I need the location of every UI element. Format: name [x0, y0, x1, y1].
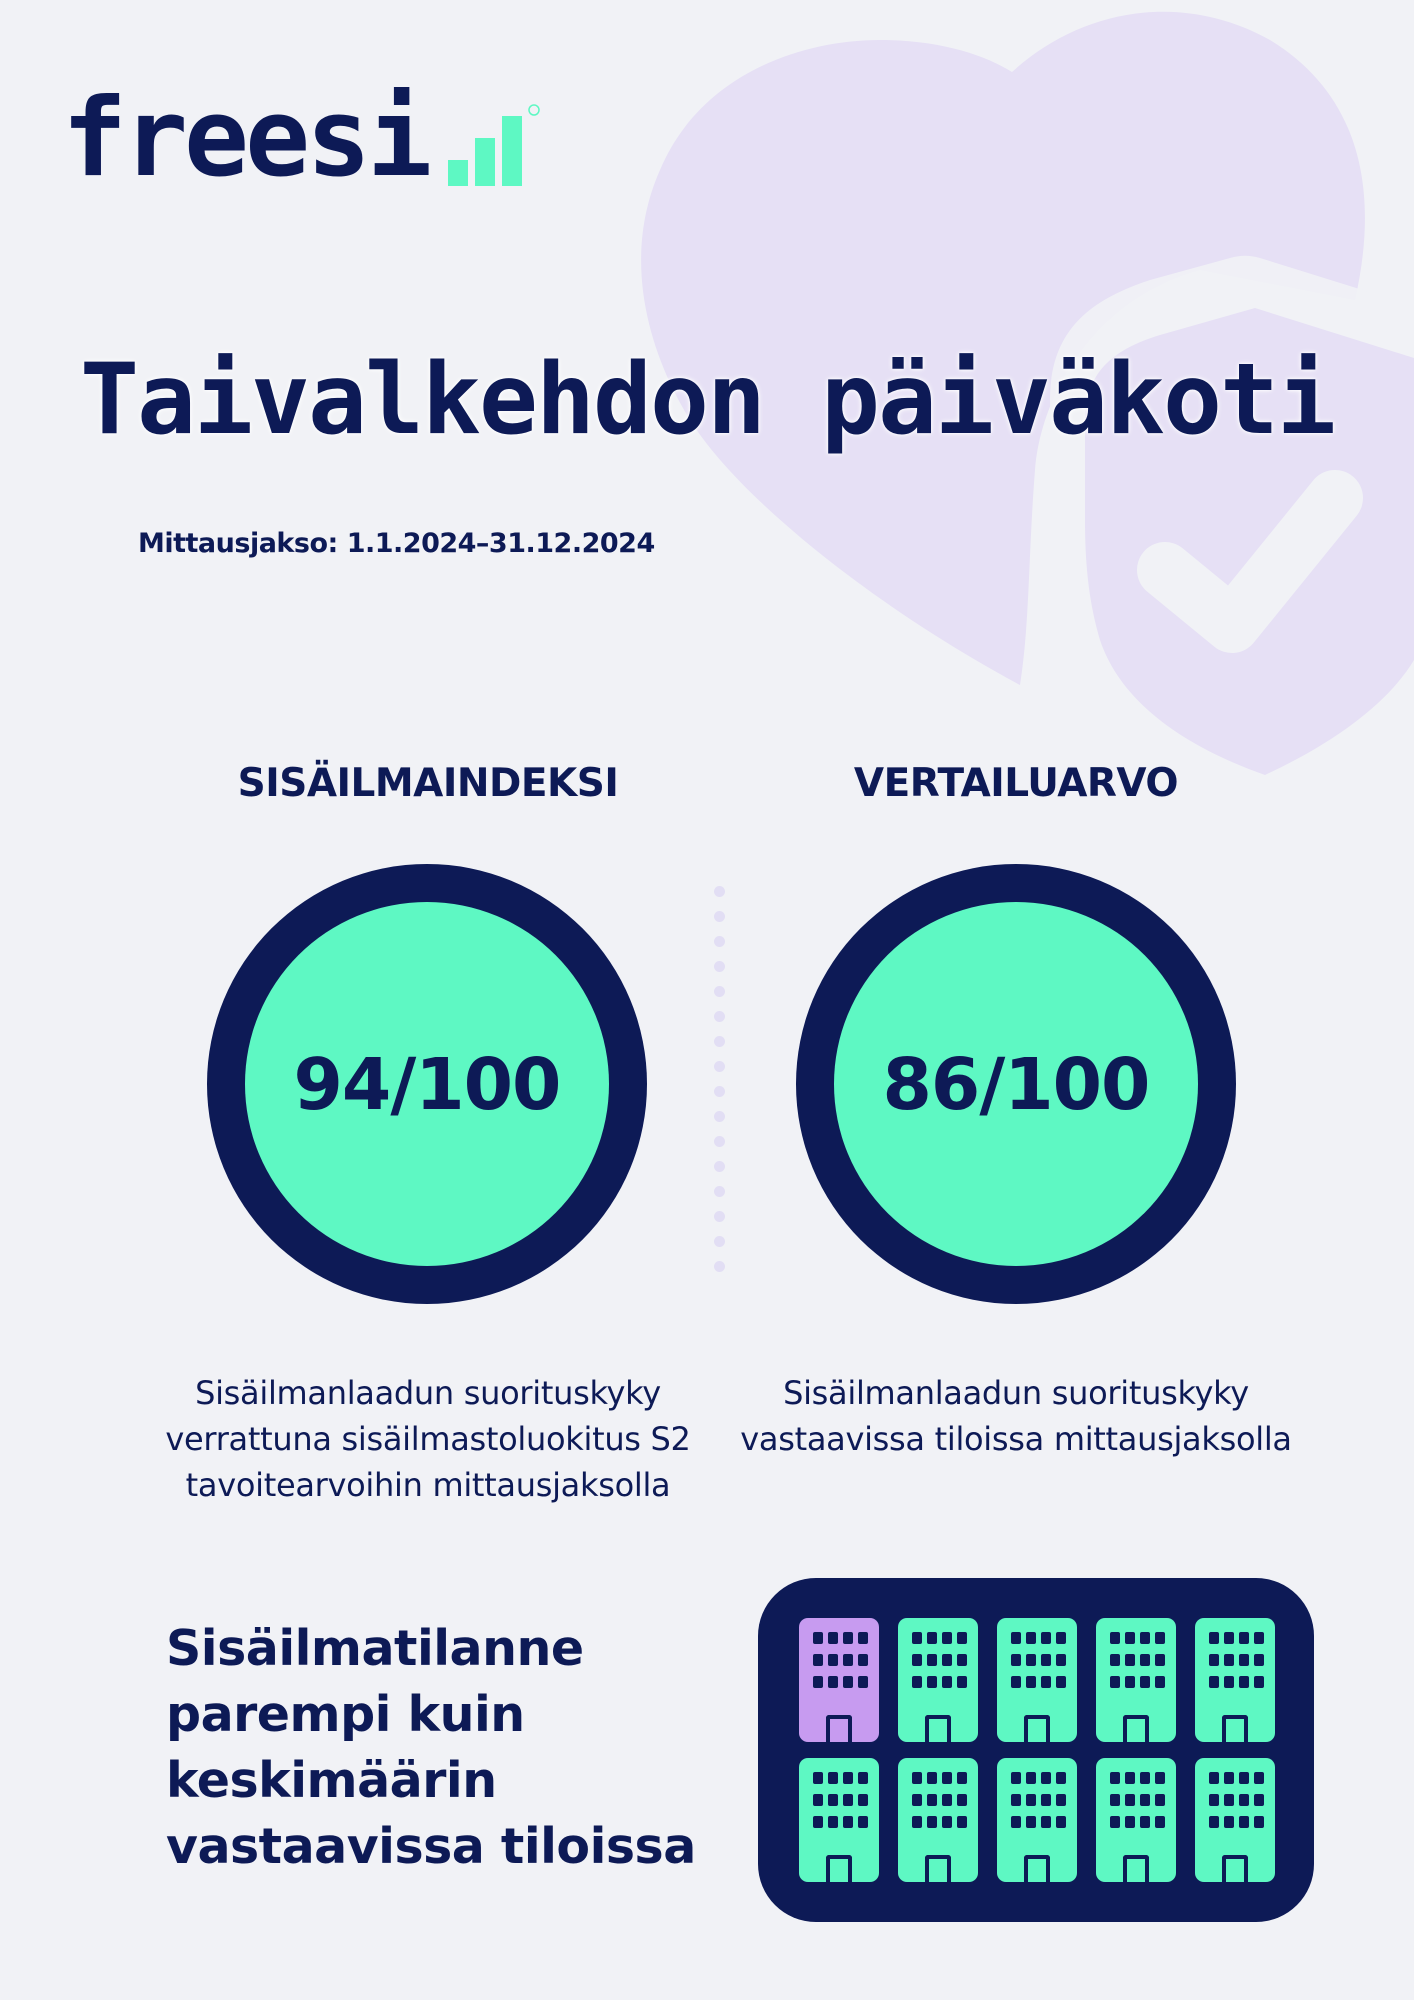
divider-dot — [714, 1211, 725, 1222]
building-window — [927, 1794, 937, 1806]
building-window — [1011, 1816, 1021, 1828]
building-window — [1056, 1676, 1066, 1688]
building-window — [927, 1772, 937, 1784]
building-window — [912, 1816, 922, 1828]
building-door — [1222, 1715, 1248, 1742]
building-window — [1026, 1632, 1036, 1644]
building-window — [1056, 1794, 1066, 1806]
building-window — [1224, 1654, 1234, 1666]
building-window — [1239, 1654, 1249, 1666]
building-window — [942, 1654, 952, 1666]
building-window — [1224, 1676, 1234, 1688]
building-window — [1110, 1632, 1120, 1644]
buildings-panel — [758, 1578, 1314, 1922]
building-window — [1110, 1794, 1120, 1806]
building-window — [1224, 1816, 1234, 1828]
building-window — [1041, 1676, 1051, 1688]
divider-dot — [714, 1111, 725, 1122]
building-window — [1041, 1794, 1051, 1806]
divider-dot — [714, 936, 725, 947]
building-window — [1209, 1676, 1219, 1688]
building-window — [912, 1794, 922, 1806]
divider-dot — [714, 1086, 725, 1097]
building-window — [1155, 1676, 1165, 1688]
building-window — [957, 1676, 967, 1688]
building-window — [912, 1632, 922, 1644]
building-window — [1209, 1816, 1219, 1828]
building-window — [813, 1794, 823, 1806]
building-window — [1239, 1816, 1249, 1828]
building-window — [843, 1816, 853, 1828]
building-window — [1224, 1794, 1234, 1806]
building-window — [1239, 1632, 1249, 1644]
building-window — [1239, 1794, 1249, 1806]
building-icon — [799, 1758, 879, 1882]
building-window — [1155, 1654, 1165, 1666]
divider-dot — [714, 1261, 725, 1272]
building-window — [927, 1676, 937, 1688]
building-window — [858, 1654, 868, 1666]
divider-dot — [714, 961, 725, 972]
divider-dot — [714, 886, 725, 897]
building-window — [1011, 1632, 1021, 1644]
divider-dot — [714, 911, 725, 922]
building-window — [1140, 1794, 1150, 1806]
building-window — [813, 1676, 823, 1688]
building-window — [843, 1794, 853, 1806]
building-window — [1209, 1654, 1219, 1666]
building-window — [957, 1794, 967, 1806]
building-window — [1254, 1816, 1264, 1828]
building-window — [1041, 1654, 1051, 1666]
building-window — [1056, 1816, 1066, 1828]
building-door — [826, 1855, 852, 1882]
building-window — [858, 1772, 868, 1784]
building-window — [1125, 1794, 1135, 1806]
logo-wordmark: freesi — [62, 76, 429, 201]
building-icon — [997, 1618, 1077, 1742]
building-window — [813, 1772, 823, 1784]
building-icon — [1195, 1618, 1275, 1742]
comparison-score: 86/100 — [882, 1042, 1150, 1126]
building-icon — [1096, 1758, 1176, 1882]
page-title: Taivalkehdon päiväkoti — [79, 343, 1335, 457]
building-door — [1222, 1855, 1248, 1882]
building-window — [957, 1772, 967, 1784]
building-window — [912, 1676, 922, 1688]
building-window — [912, 1772, 922, 1784]
building-window — [1254, 1794, 1264, 1806]
building-window — [1026, 1794, 1036, 1806]
building-window — [1125, 1654, 1135, 1666]
building-window — [1026, 1676, 1036, 1688]
comparison-description: Sisäilmanlaadun suorituskyky vastaavissa tiloissa mittausjaksolla — [740, 1374, 1292, 1458]
building-window — [1140, 1654, 1150, 1666]
building-window — [813, 1816, 823, 1828]
building-window — [942, 1794, 952, 1806]
building-window — [843, 1676, 853, 1688]
divider-dot — [714, 986, 725, 997]
building-window — [1239, 1676, 1249, 1688]
building-window — [1011, 1654, 1021, 1666]
divider-dot — [714, 1011, 725, 1022]
building-window — [858, 1794, 868, 1806]
building-window — [1011, 1794, 1021, 1806]
divider-dot — [714, 1036, 725, 1047]
building-window — [927, 1654, 937, 1666]
building-window — [843, 1772, 853, 1784]
building-icon — [1096, 1618, 1176, 1742]
divider-dot — [714, 1061, 725, 1072]
measurement-period: Mittausjakso: 1.1.2024–31.12.2024 — [138, 528, 655, 559]
comparison-score-disc — [834, 902, 1198, 1266]
building-window — [1254, 1632, 1264, 1644]
building-window — [843, 1654, 853, 1666]
building-window — [1056, 1772, 1066, 1784]
building-icon — [898, 1758, 978, 1882]
building-door — [925, 1715, 951, 1742]
building-window — [942, 1772, 952, 1784]
building-window — [1209, 1632, 1219, 1644]
building-window — [1026, 1654, 1036, 1666]
divider-dot — [714, 1236, 725, 1247]
building-window — [858, 1676, 868, 1688]
building-icon — [1195, 1758, 1275, 1882]
building-window — [1209, 1794, 1219, 1806]
building-door — [1123, 1715, 1149, 1742]
building-window — [1140, 1816, 1150, 1828]
comparison-heading: VERTAILUARVO — [853, 761, 1179, 806]
building-window — [1209, 1772, 1219, 1784]
building-window — [1041, 1772, 1051, 1784]
building-window — [942, 1816, 952, 1828]
building-window — [843, 1632, 853, 1644]
building-window — [957, 1816, 967, 1828]
building-window — [1224, 1632, 1234, 1644]
divider-dot — [714, 1136, 725, 1147]
signal-bars-icon — [382, 102, 542, 202]
summary-statement: Sisäilmatilanne parempi kuin keskimäärin vastaavissa tiloissa — [166, 1620, 696, 1875]
building-window — [1110, 1816, 1120, 1828]
divider-dot — [714, 1186, 725, 1197]
building-window — [1110, 1676, 1120, 1688]
building-window — [1056, 1654, 1066, 1666]
building-icon — [997, 1758, 1077, 1882]
building-window — [828, 1816, 838, 1828]
index-score-disc — [245, 902, 609, 1266]
building-window — [1224, 1772, 1234, 1784]
building-window — [1254, 1772, 1264, 1784]
building-window — [1026, 1816, 1036, 1828]
building-icon — [898, 1618, 978, 1742]
building-door — [1123, 1855, 1149, 1882]
divider-dot — [714, 1161, 725, 1172]
building-window — [912, 1654, 922, 1666]
building-window — [813, 1654, 823, 1666]
building-window — [1041, 1632, 1051, 1644]
building-window — [957, 1654, 967, 1666]
index-description: Sisäilmanlaadun suorituskyky verrattuna sisäilmastoluokitus S2 tavoitearvoihin mittausjaksolla — [165, 1374, 691, 1504]
building-window — [942, 1676, 952, 1688]
building-window — [1026, 1772, 1036, 1784]
building-window — [1254, 1654, 1264, 1666]
building-window — [1254, 1676, 1264, 1688]
building-window — [1011, 1772, 1021, 1784]
building-door — [1024, 1715, 1050, 1742]
index-heading: SISÄILMAINDEKSI — [237, 761, 619, 806]
building-window — [927, 1632, 937, 1644]
building-window — [927, 1816, 937, 1828]
building-window — [1011, 1676, 1021, 1688]
building-window — [1125, 1676, 1135, 1688]
dotted-divider — [714, 886, 726, 1276]
building-window — [828, 1654, 838, 1666]
building-window — [1155, 1816, 1165, 1828]
building-window — [1239, 1772, 1249, 1784]
building-window — [858, 1816, 868, 1828]
building-window — [1110, 1654, 1120, 1666]
building-window — [1140, 1772, 1150, 1784]
building-window — [1110, 1772, 1120, 1784]
building-window — [942, 1632, 952, 1644]
building-door — [925, 1855, 951, 1882]
building-window — [1155, 1632, 1165, 1644]
building-window — [828, 1632, 838, 1644]
building-window — [858, 1632, 868, 1644]
building-window — [1155, 1772, 1165, 1784]
building-window — [1041, 1816, 1051, 1828]
building-window — [813, 1632, 823, 1644]
index-score-circle — [207, 864, 647, 1304]
building-window — [1125, 1772, 1135, 1784]
building-window — [828, 1772, 838, 1784]
buildings-grid — [799, 1618, 1273, 1882]
index-score: 94/100 — [293, 1042, 561, 1126]
building-window — [1056, 1632, 1066, 1644]
building-window — [828, 1794, 838, 1806]
comparison-score-circle — [796, 864, 1236, 1304]
building-door — [826, 1715, 852, 1742]
building-icon — [799, 1618, 879, 1742]
building-window — [828, 1676, 838, 1688]
building-window — [1125, 1632, 1135, 1644]
building-window — [1140, 1632, 1150, 1644]
building-window — [957, 1632, 967, 1644]
building-window — [1125, 1816, 1135, 1828]
building-door — [1024, 1855, 1050, 1882]
building-window — [1155, 1794, 1165, 1806]
building-window — [1140, 1676, 1150, 1688]
